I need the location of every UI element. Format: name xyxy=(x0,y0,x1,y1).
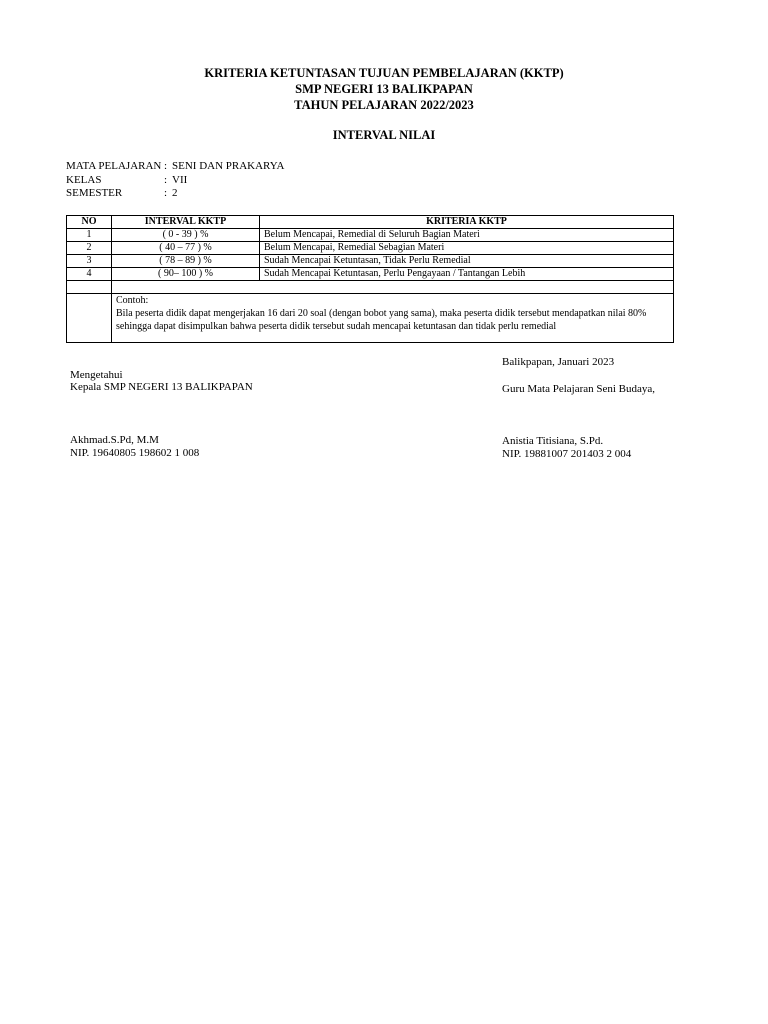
teacher-nip: NIP. 19881007 201403 2 004 xyxy=(502,448,632,460)
table-row xyxy=(67,229,674,242)
info-row-semester xyxy=(66,187,284,201)
teacher-name: Anistia Titisiana, S.Pd. xyxy=(502,435,604,447)
approver-label: Mengetahui xyxy=(70,369,123,381)
info-label: MATA PELAJARAN xyxy=(66,160,162,172)
header-year: TAHUN PELAJARAN 2022/2023 xyxy=(294,98,474,112)
example-row xyxy=(67,294,674,343)
example-text: Bila peserta didik dapat mengerjakan 16 dari 20 soal (dengan bobot yang sama), maka peserta didik tersebut mendapatkan nilai 80% sehingga dapat disimpulkan bahwa peserta didik tersebut sudah mencapai ketuntasan dan tidak perlu remedial xyxy=(116,308,647,332)
row-interval: ( 40 – 77 ) % xyxy=(112,242,260,255)
info-value: 2 xyxy=(172,187,178,199)
row-no: 4 xyxy=(67,268,112,281)
info-row-class xyxy=(66,174,284,188)
column-header-interval: INTERVAL KKTP xyxy=(112,216,260,229)
row-no: 3 xyxy=(67,255,112,268)
blank-cell xyxy=(112,281,674,294)
principal-name: Akhmad.S.Pd, M.M xyxy=(70,434,159,446)
header-title: KRITERIA KETUNTASAN TUJUAN PEMBELAJARAN (KKTP) xyxy=(204,66,564,80)
subject-info xyxy=(66,160,284,201)
example-no-cell xyxy=(67,294,112,343)
example-cell xyxy=(112,294,674,343)
row-kriteria: Sudah Mencapai Ketuntasan, Tidak Perlu Remedial xyxy=(260,255,674,268)
row-kriteria: Belum Mencapai, Remedial Sebagian Materi xyxy=(260,242,674,255)
principal-title: Kepala SMP NEGERI 13 BALIKPAPAN xyxy=(70,381,253,393)
header-school: SMP NEGERI 13 BALIKPAPAN xyxy=(295,82,473,96)
column-header-no: NO xyxy=(67,216,112,229)
row-interval: ( 78 – 89 ) % xyxy=(112,255,260,268)
info-colon: : xyxy=(164,173,168,186)
table-row xyxy=(67,268,674,281)
row-interval: ( 90– 100 ) % xyxy=(112,268,260,281)
info-label: SEMESTER xyxy=(66,187,123,199)
document-header xyxy=(0,65,768,113)
info-label: KELAS xyxy=(66,173,102,186)
info-value: SENI DAN PRAKARYA xyxy=(172,160,285,172)
section-title: INTERVAL NILAI xyxy=(332,128,436,142)
row-kriteria: Sudah Mencapai Ketuntasan, Perlu Pengayaan / Tantangan Lebih xyxy=(260,268,674,281)
table-row xyxy=(67,255,674,268)
principal-nip: NIP. 19640805 198602 1 008 xyxy=(70,447,200,459)
row-interval: ( 0 - 39 ) % xyxy=(112,229,260,242)
row-no: 2 xyxy=(67,242,112,255)
info-row-subject xyxy=(66,160,284,174)
info-value: VII xyxy=(172,173,188,186)
info-colon: : xyxy=(164,187,168,199)
place-date: Balikpapan, Januari 2023 xyxy=(502,356,615,368)
kktp-table xyxy=(66,215,674,343)
blank-cell xyxy=(67,281,112,294)
table-row xyxy=(67,242,674,255)
info-colon: : xyxy=(164,160,168,172)
table-header-row xyxy=(67,216,674,229)
column-header-kriteria: KRITERIA KKTP xyxy=(260,216,674,229)
blank-row xyxy=(67,281,674,294)
teacher-title: Guru Mata Pelajaran Seni Budaya, xyxy=(502,383,656,395)
row-kriteria: Belum Mencapai, Remedial di Seluruh Bagian Materi xyxy=(260,229,674,242)
example-label: Contoh: xyxy=(116,295,149,306)
row-no: 1 xyxy=(67,229,112,242)
